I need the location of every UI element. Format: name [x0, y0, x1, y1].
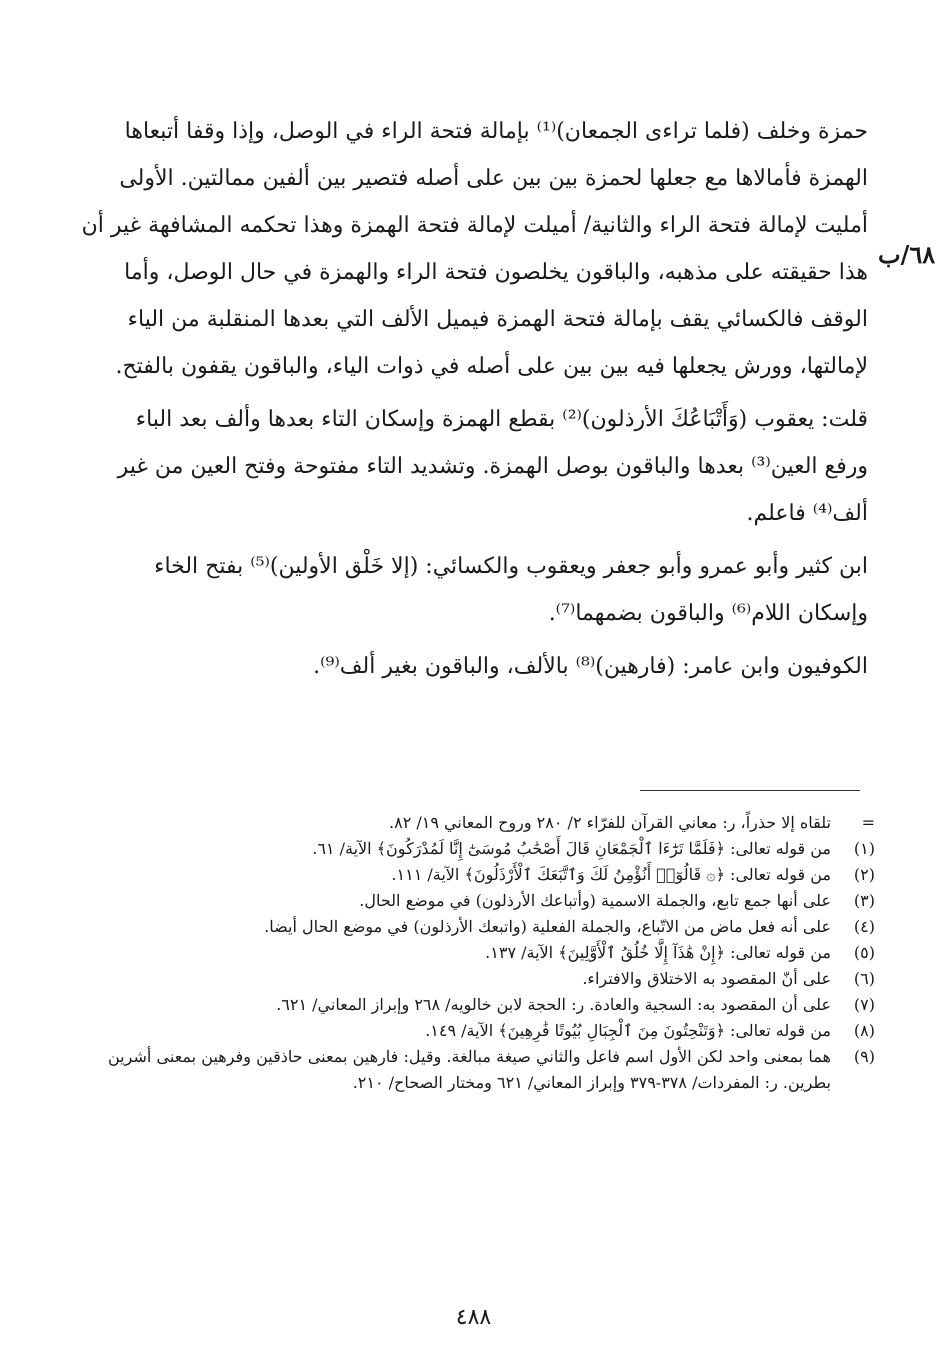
- footnote-number: (٤): [853, 917, 875, 936]
- footnote-number: (٧): [853, 995, 875, 1014]
- footnote-3: [108, 888, 875, 914]
- text-line: حمزة وخلف (فلما تراءى الجمعان)⁽¹⁾ بإمالة فتحة الراء في الوصل، وإذا وقفا أتبعاها: [124, 119, 868, 144]
- footnote-text: على أنّ المقصود به الاختلاق والافتراء.: [582, 969, 831, 988]
- footnotes: [108, 810, 875, 1096]
- text-line: أمليت لإمالة فتحة الراء والثانية/ أميلت لإمالة فتحة الهمزة وهذا تحكمه المشافهة غير أن: [81, 213, 868, 238]
- text-line: الكوفيون وابن عامر: (فارهين)⁽⁸⁾ بالألف، والباقون بغير ألف⁽⁹⁾.: [313, 654, 868, 679]
- footnote-number: (٨): [853, 1021, 875, 1040]
- text-line: الوقف فالكسائي يقف بإمالة فتحة الهمزة فيميل الألف التي بعدها المنقلبة من الياء: [127, 307, 868, 332]
- footnote-5: [108, 940, 875, 966]
- footnote-number: =: [861, 813, 875, 832]
- footnote-9: [108, 1044, 875, 1096]
- footnote-1: [108, 836, 875, 862]
- paragraph-2: [108, 396, 868, 537]
- footnote-continued: [108, 810, 875, 836]
- footnote-text: من قوله تعالى: ﴿وَتَنْحِتُونَ مِنَ ٱلْجِبَالِ بُيُوتًا فَٰرِهِينَ﴾ الآية/ ١٤٩.: [425, 1021, 831, 1040]
- footnote-4: [108, 914, 875, 940]
- footnote-8: [108, 1018, 875, 1044]
- footnote-number: (٦): [853, 969, 875, 988]
- footnote-text: هما بمعنى واحد لكن الأول اسم فاعل والثاني صيغة مبالغة. وقيل: فارهين بمعنى حاذقين وفرهين بمعنى أشرين بطرين. ر: المفردات/ ٣٧٨-٣٧٩ وإبراز المعاني/ ٦٢١ ومختار الصحاح/ ٢١٠.: [108, 1047, 831, 1092]
- paragraph-4: [108, 643, 868, 690]
- text-line: الهمزة فأمالاها مع جعلها لحمزة بين بين على أصله فتصير بين ألفين ممالتين. الأولى: [119, 166, 868, 191]
- footnote-number: (٢): [853, 865, 875, 884]
- footnote-2: [108, 862, 875, 888]
- text-line: ورفع العين⁽³⁾ بعدها والباقون بوصل الهمزة. وتشديد التاء مفتوحة وفتح العين من غير: [117, 454, 868, 479]
- footnote-text: على أن المقصود به: السجية والعادة. ر: الحجة لابن خالويه/ ٢٦٨ وإبراز المعاني/ ٦٢١.: [276, 995, 831, 1014]
- text-line: قلت: يعقوب (وَأَتْبَاعُكَ الأرذلون)⁽²⁾ بقطع الهمزة وإسكان التاء بعدها وألف بعد الباء: [135, 407, 868, 432]
- footnote-text: على أنه فعل ماض من الاتّباع، والجملة الفعلية (واتبعك الأرذلون) في موضع الحال أيضا.: [264, 917, 831, 936]
- margin-folio-note: ٦٨/ب: [878, 240, 936, 269]
- footnote-text: من قوله تعالى: ﴿۞ قَالُوٓا۟ أَنُؤْمِنُ لَكَ وَٱتَّبَعَكَ ٱلْأَرْذَلُونَ﴾ الآية/ ١١١.: [391, 865, 831, 884]
- main-text: [81, 108, 868, 690]
- footnote-separator: [640, 790, 860, 791]
- footnote-text: من قوله تعالى: ﴿إِنْ هَٰذَآ إِلَّا خُلُقُ ٱلْأَوَّلِينَ﴾ الآية/ ١٣٧.: [485, 943, 831, 962]
- text-line: ألف⁽⁴⁾ فاعلم.: [746, 501, 868, 526]
- footnote-text: من قوله تعالى: ﴿فَلَمَّا تَرَٰٓءَا ٱلْجَمْعَانِ قَالَ أَصْحَٰبُ مُوسَىٰٓ إِنَّا لَمُدْرَكُونَ﴾ الآية/ ٦١.: [312, 839, 831, 858]
- footnote-number: (٣): [853, 891, 875, 910]
- paragraph-1: [81, 108, 868, 390]
- text-line: ابن كثير وأبو عمرو وأبو جعفر ويعقوب والكسائي: (إلا خَلْق الأولين)⁽⁵⁾ بفتح الخاء: [154, 554, 868, 579]
- footnote-number: (١): [853, 839, 875, 858]
- footnote-number: (٥): [853, 943, 875, 962]
- footnote-text: تلقاه إلا حذراً، ر: معاني القرآن للفرّاء ٢/ ٢٨٠ وروح المعاني ١٩/ ٨٢.: [389, 813, 831, 832]
- footnote-7: [108, 992, 875, 1018]
- footnote-6: [108, 966, 875, 992]
- footnote-text: على أنها جمع تابع، والجملة الاسمية (وأتباعك الأرذلون) في موضع الحال.: [359, 891, 831, 910]
- paragraph-3: [108, 543, 868, 637]
- page-number: ٤٨٨: [455, 1305, 492, 1330]
- text-line: هذا حقيقته على مذهبه، والباقون يخلصون فتحة الراء والهمزة في حال الوصل، وأما: [124, 260, 868, 285]
- text-line: لإمالتها، وورش يجعلها فيه بين بين على أصله في ذوات الياء، والباقون يقفون بالفتح.: [115, 354, 868, 379]
- footnote-number: (٩): [853, 1047, 875, 1066]
- text-line: وإسكان اللام⁽⁶⁾ والباقون بضمهما⁽⁷⁾.: [548, 601, 868, 626]
